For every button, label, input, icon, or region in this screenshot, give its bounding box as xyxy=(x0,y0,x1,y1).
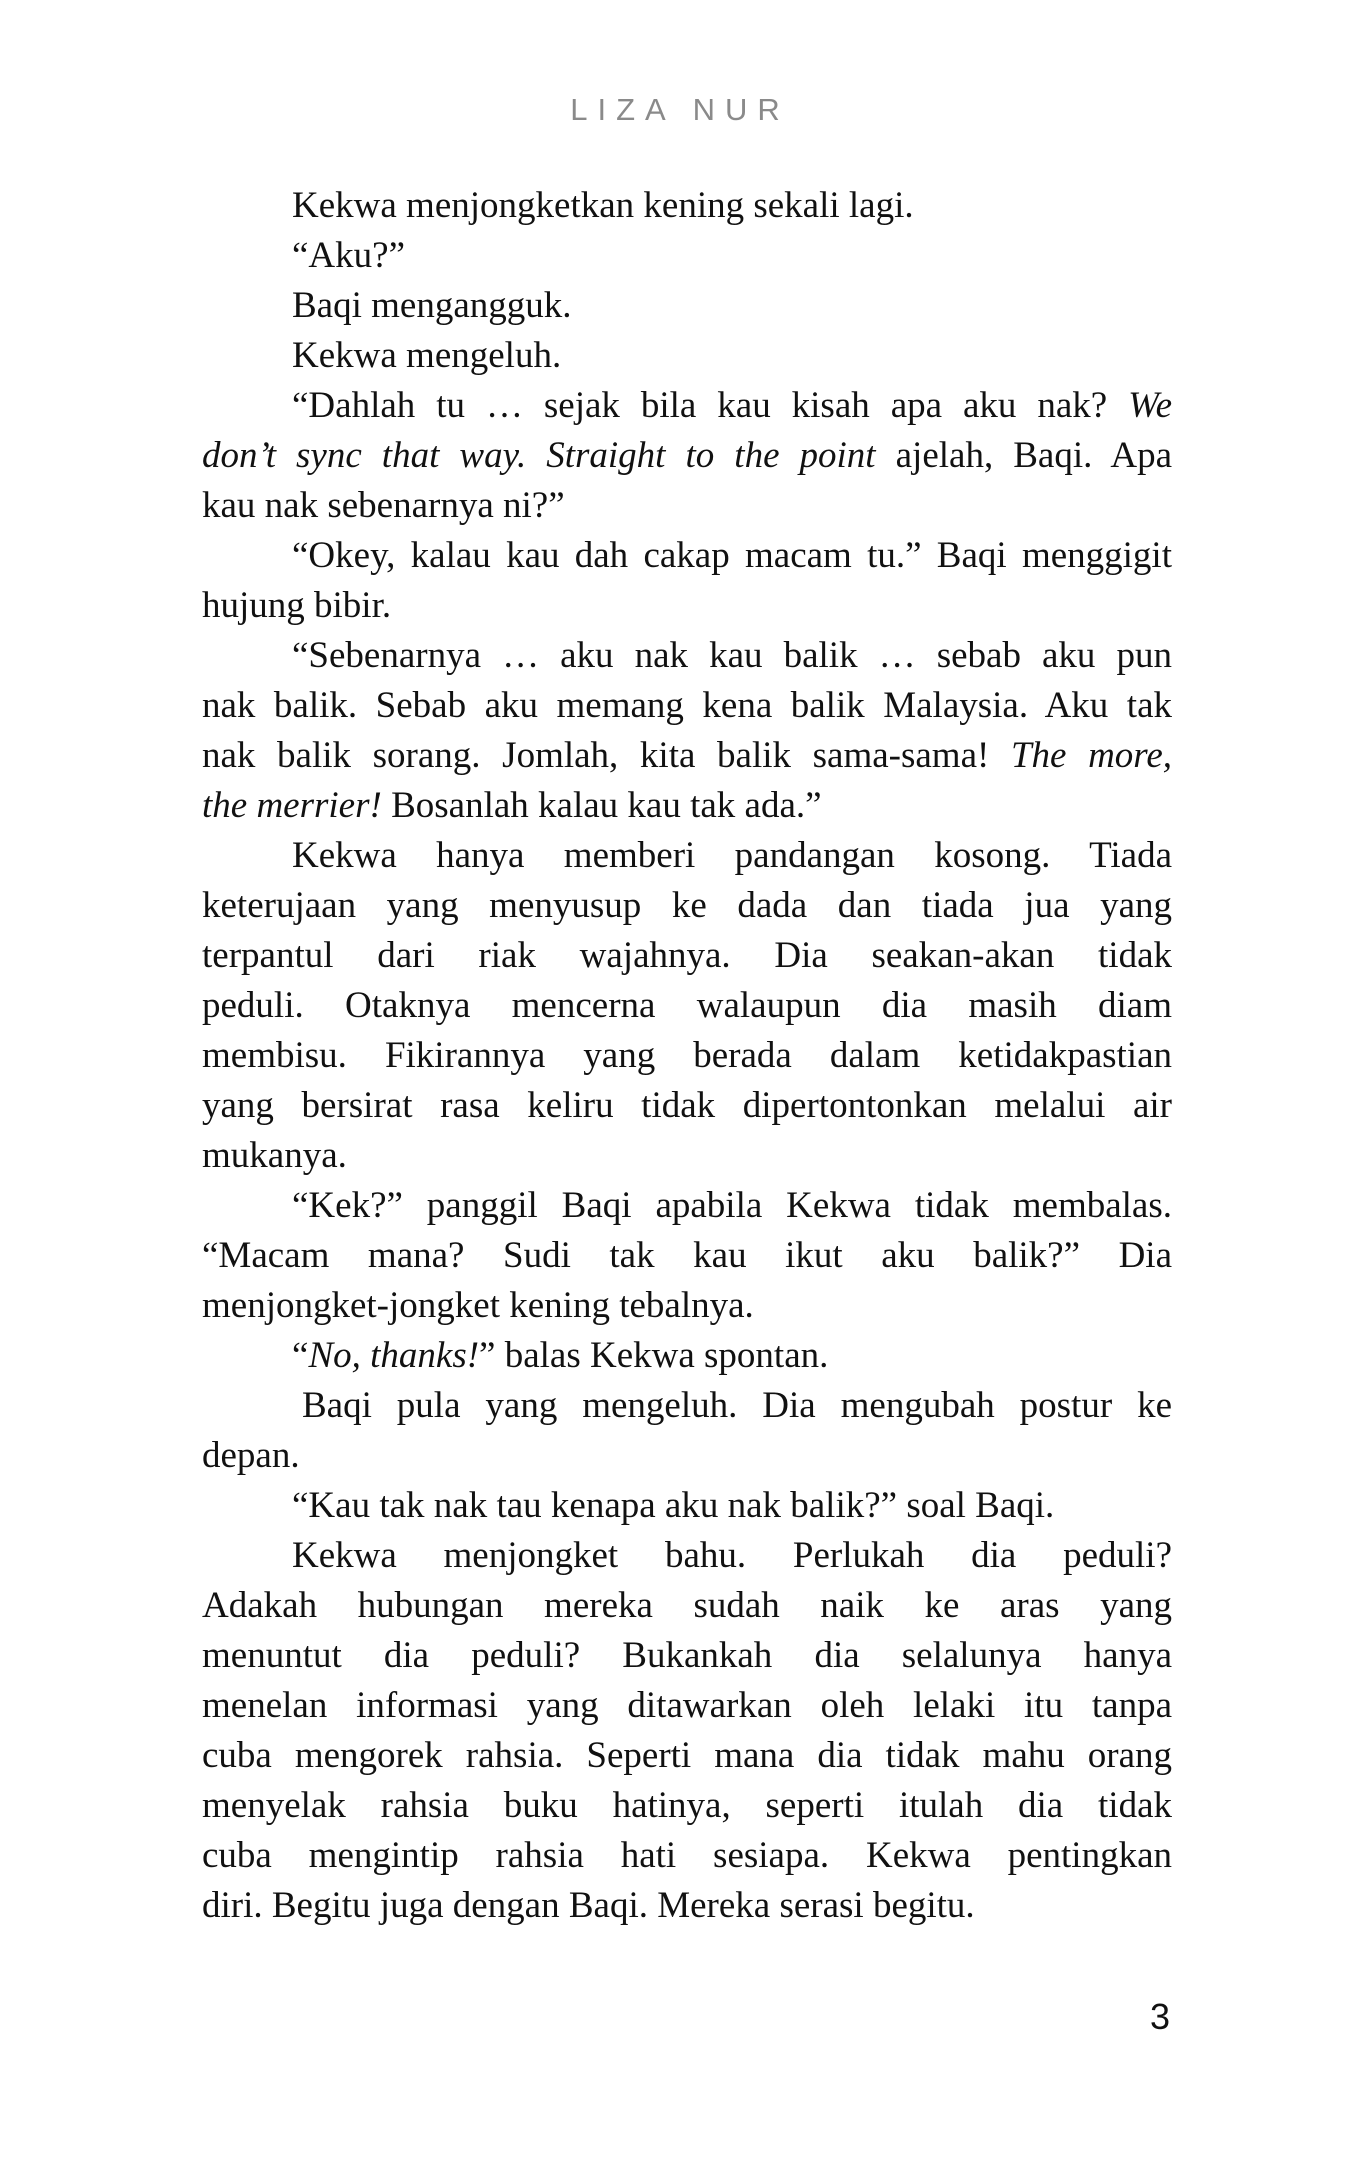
text-line xyxy=(202,531,1172,581)
text-line xyxy=(202,431,1172,481)
text-line xyxy=(202,331,1172,381)
page-number: 3 xyxy=(1149,1996,1170,2037)
text-line xyxy=(202,1831,1172,1881)
text-segment: menjongket-jongket kening tebalnya. xyxy=(202,1285,754,1326)
text-segment: Baqi mengangguk. xyxy=(292,285,572,326)
text-line xyxy=(202,1081,1172,1131)
text-line xyxy=(202,1131,1172,1181)
text-segment: Kekwa menjongket bahu. Perlukah dia peduli? xyxy=(292,1535,1172,1576)
text-segment: kau nak sebenarnya ni?” xyxy=(202,485,565,526)
text-line xyxy=(202,831,1172,881)
text-line xyxy=(202,581,1172,631)
text-segment: terpantul dari riak wajahnya. Dia seakan-akan tidak xyxy=(202,935,1172,976)
text-segment: Adakah hubungan mereka sudah naik ke aras yang xyxy=(202,1585,1172,1626)
text-segment: ajelah, Baqi. Apa xyxy=(875,435,1172,476)
text-segment: “Okey, kalau kau dah cakap macam tu.” Baqi menggigit xyxy=(292,535,1172,576)
italic-text: don’t sync that way. Straight to the point xyxy=(202,435,876,476)
text-line xyxy=(202,1781,1172,1831)
text-segment: “Macam mana? Sudi tak kau ikut aku balik?” Dia xyxy=(202,1235,1172,1276)
italic-text: No, thanks! xyxy=(308,1335,480,1376)
text-line xyxy=(202,681,1172,731)
text-line xyxy=(202,481,1172,531)
text-line xyxy=(202,1481,1172,1531)
text-segment: menuntut dia peduli? Bukankah dia selalunya hanya xyxy=(202,1635,1172,1676)
text-segment: “Dahlah tu … sejak bila kau kisah apa aku nak? xyxy=(292,385,1129,426)
text-line xyxy=(202,1031,1172,1081)
text-line xyxy=(202,1231,1172,1281)
text-segment: depan. xyxy=(202,1435,300,1476)
text-line xyxy=(202,381,1172,431)
text-segment: Kekwa mengeluh. xyxy=(292,335,562,376)
text-line xyxy=(202,181,1172,231)
text-line xyxy=(202,1381,1172,1431)
text-segment: “Sebenarnya … aku nak kau balik … sebab aku pun xyxy=(292,635,1172,676)
text-line xyxy=(202,981,1172,1031)
text-segment: cuba mengorek rahsia. Seperti mana dia tidak mahu orang xyxy=(202,1735,1172,1776)
text-segment: diri. Begitu juga dengan Baqi. Mereka serasi begitu. xyxy=(202,1885,975,1926)
text-segment: “ xyxy=(292,1335,309,1376)
text-line xyxy=(202,1631,1172,1681)
text-segment: menyelak rahsia buku hatinya, seperti itulah dia tidak xyxy=(202,1785,1172,1826)
text-segment: yang bersirat rasa keliru tidak dipertontonkan melalui air xyxy=(202,1085,1172,1126)
text-segment: Kekwa menjongketkan kening sekali lagi. xyxy=(292,185,914,226)
text-segment: peduli. Otaknya mencerna walaupun dia masih diam xyxy=(202,985,1172,1026)
text-segment: membisu. Fikirannya yang berada dalam ketidakpastian xyxy=(202,1035,1172,1076)
text-line xyxy=(202,281,1172,331)
text-line xyxy=(202,1581,1172,1631)
text-segment: “Aku?” xyxy=(292,235,405,276)
text-line xyxy=(202,1281,1172,1331)
text-segment: keterujaan yang menyusup ke dada dan tiada jua yang xyxy=(202,885,1172,926)
text-segment: Bosanlah kalau kau tak ada.” xyxy=(381,785,822,826)
text-line xyxy=(202,781,1172,831)
text-segment: nak balik. Sebab aku memang kena balik Malaysia. Aku tak xyxy=(202,685,1172,726)
text-line xyxy=(202,231,1172,281)
italic-text: the merrier! xyxy=(202,785,382,826)
text-line xyxy=(202,631,1172,681)
text-segment: nak balik sorang. Jomlah, kita balik sama-sama! xyxy=(202,735,1011,776)
text-segment: hujung bibir. xyxy=(202,585,392,626)
italic-text: The more, xyxy=(1010,735,1172,776)
text-line xyxy=(202,1681,1172,1731)
text-segment: Kekwa hanya memberi pandangan kosong. Tiada xyxy=(292,835,1172,876)
body-text xyxy=(202,181,1172,1931)
text-segment: Baqi pula yang mengeluh. Dia mengubah postur ke xyxy=(302,1385,1172,1426)
text-line xyxy=(202,881,1172,931)
text-line xyxy=(202,1181,1172,1231)
italic-text: We xyxy=(1128,385,1172,426)
text-segment: “Kau tak nak tau kenapa aku nak balik?” soal Baqi. xyxy=(292,1485,1055,1526)
text-line xyxy=(202,1531,1172,1581)
text-segment: cuba mengintip rahsia hati sesiapa. Kekwa pentingkan xyxy=(202,1835,1172,1876)
running-head-author: LIZA NUR xyxy=(570,92,790,127)
text-segment: “Kek?” panggil Baqi apabila Kekwa tidak membalas. xyxy=(292,1185,1172,1226)
text-line xyxy=(202,931,1172,981)
text-segment: menelan informasi yang ditawarkan oleh lelaki itu tanpa xyxy=(202,1685,1172,1726)
text-line xyxy=(202,1431,1172,1481)
text-segment: mukanya. xyxy=(202,1135,347,1176)
text-line xyxy=(202,1881,1172,1931)
text-segment: ” balas Kekwa spontan. xyxy=(479,1335,829,1376)
text-line xyxy=(202,731,1172,781)
text-line xyxy=(202,1731,1172,1781)
text-line xyxy=(202,1331,1172,1381)
